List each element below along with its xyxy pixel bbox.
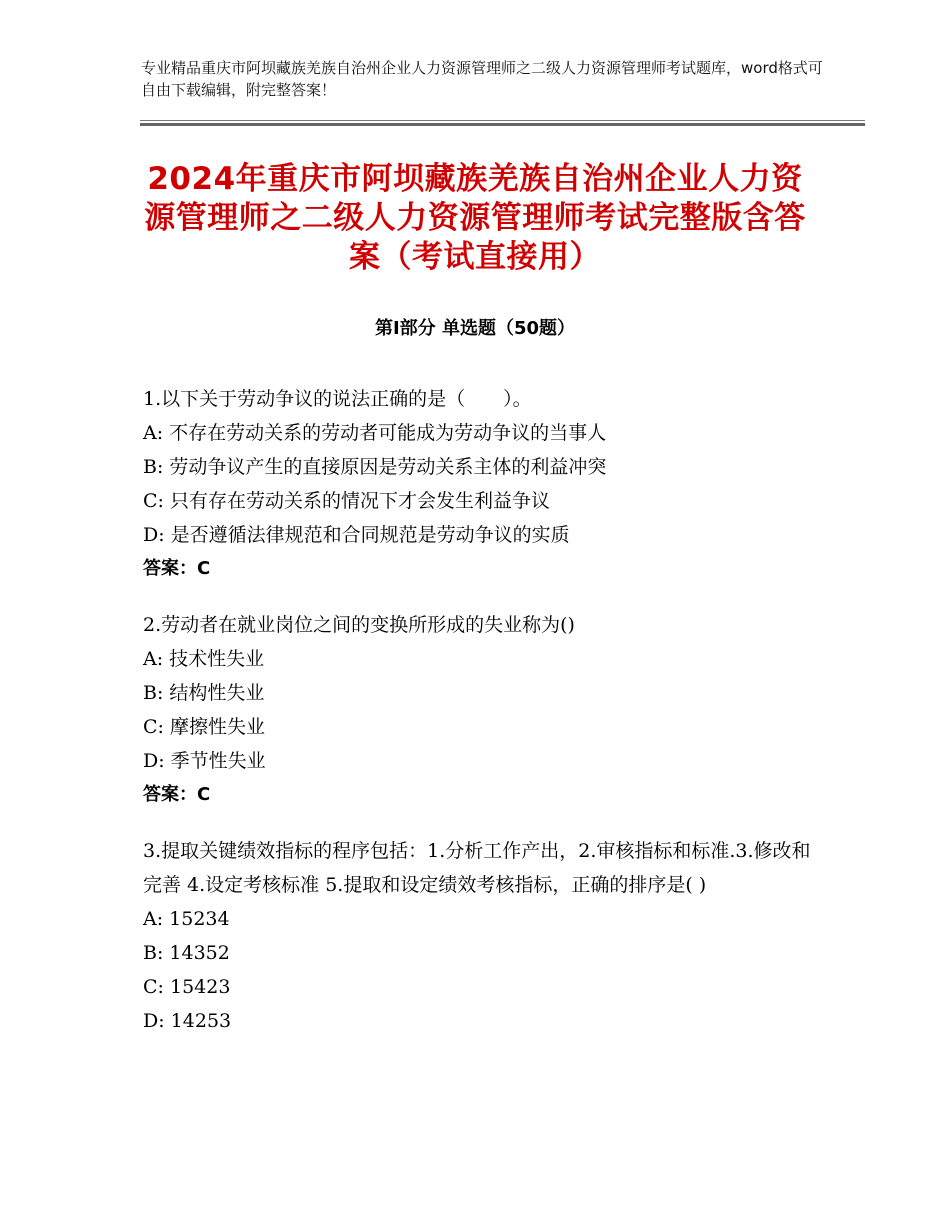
question-list — [143, 382, 823, 1060]
header-divider-thin — [140, 120, 865, 121]
question-1 — [143, 382, 823, 586]
option-c: C: 摩擦性失业 — [143, 716, 265, 738]
question-2 — [143, 608, 823, 812]
question-stem: 2.劳动者在就业岗位之间的变换所形成的失业称为() — [143, 614, 575, 636]
answer: 答案：C — [143, 558, 211, 579]
option-a: A: 不存在劳动关系的劳动者可能成为劳动争议的当事人 — [143, 422, 607, 444]
option-b: B: 结构性失业 — [143, 682, 265, 704]
option-d: D: 是否遵循法律规范和合同规范是劳动争议的实质 — [143, 524, 570, 546]
header-note: 专业精品重庆市阿坝藏族羌族自治州企业人力资源管理师之二级人力资源管理师考试题库，word格式可自由下载编辑，附完整答案！ — [141, 59, 823, 99]
question-stem: 1.以下关于劳动争议的说法正确的是（ ）。 — [143, 388, 532, 410]
option-b: B: 劳动争议产生的直接原因是劳动关系主体的利益冲突 — [143, 456, 607, 478]
section-title: 第Ⅰ部分 单选题（50题） — [374, 318, 575, 339]
question-3 — [143, 834, 823, 1038]
document-title: 2024年重庆市阿坝藏族羌族自治州企业人力资源管理师之二级人力资源管理师考试完整版含答案（考试直接用） — [144, 161, 806, 275]
option-c: C: 15423 — [143, 976, 231, 998]
header-divider-thick — [140, 123, 865, 126]
option-b: B: 14352 — [143, 942, 230, 964]
option-a: A: 15234 — [143, 908, 230, 930]
option-d: D: 14253 — [143, 1010, 232, 1032]
question-stem: 3.提取关键绩效指标的程序包括：1.分析工作产出，2.审核指标和标准.3.修改和完善 4.设定考核标准 5.提取和设定绩效考核指标，正确的排序是( ) — [143, 840, 811, 896]
option-c: C: 只有存在劳动关系的情况下才会发生利益争议 — [143, 490, 550, 512]
answer: 答案：C — [143, 784, 211, 805]
option-d: D: 季节性失业 — [143, 750, 266, 772]
option-a: A: 技术性失业 — [143, 648, 265, 670]
